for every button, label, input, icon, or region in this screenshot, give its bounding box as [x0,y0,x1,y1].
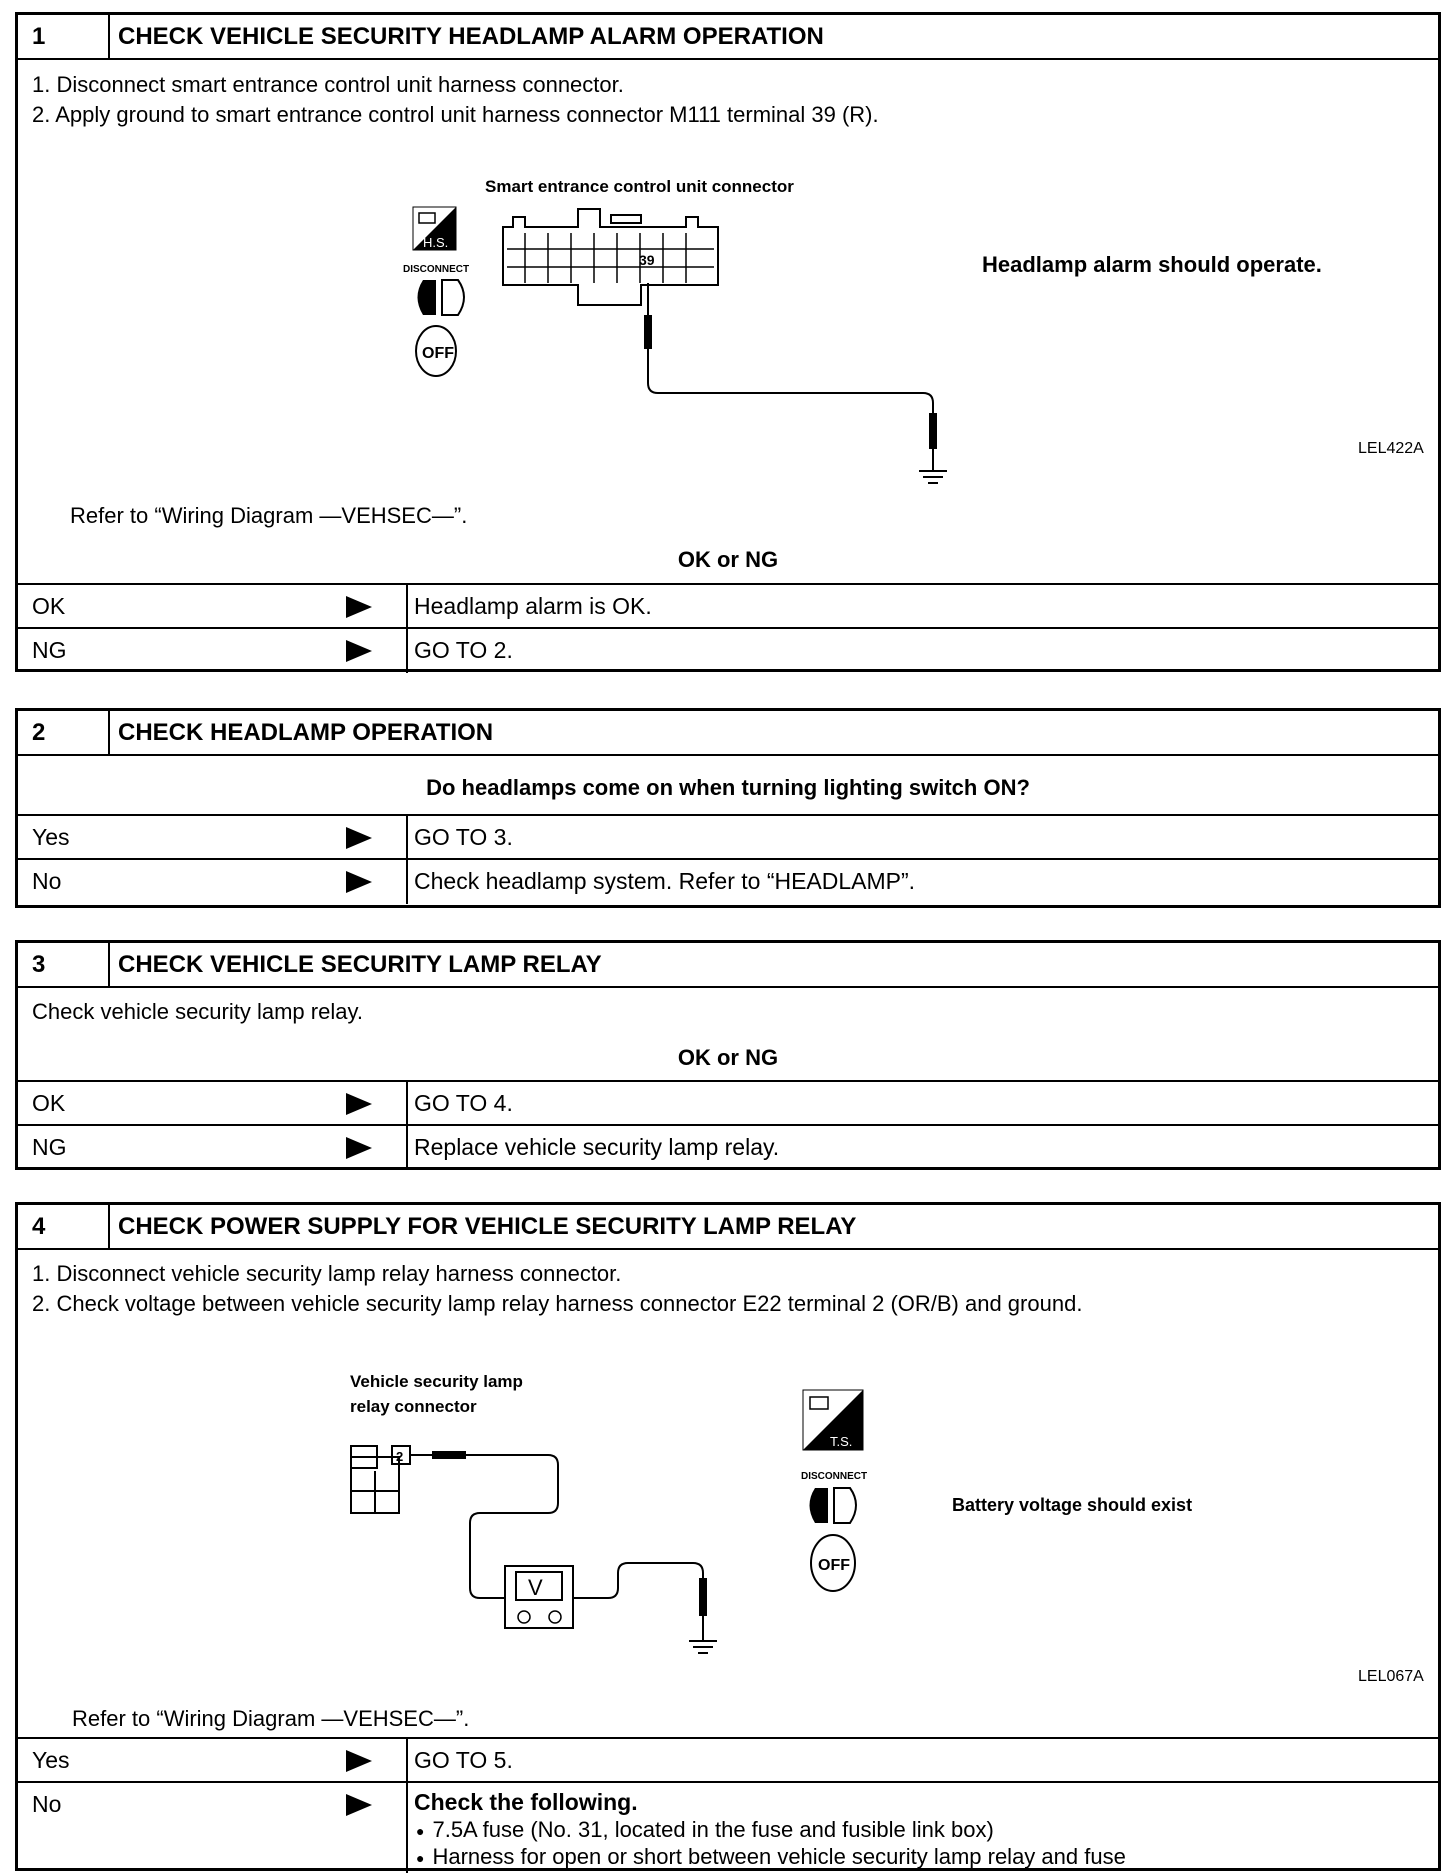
ts-icon [803,1390,863,1450]
svg-text:DISCONNECT: DISCONNECT [403,264,470,275]
result-label: Yes [32,1747,70,1773]
instruction: Check vehicle security lamp relay. [32,999,363,1024]
refer-text: Refer to “Wiring Diagram —VEHSEC—”. [70,503,468,528]
connector-label-line-2: relay connector [350,1397,477,1416]
arrow-right-icon [346,827,372,849]
arrow-right-icon [346,1794,372,1816]
result-row-ok [18,583,1438,629]
connector-label: Smart entrance control unit connector [485,177,794,196]
disconnect-icon [801,1471,867,1523]
step-header [18,943,1438,988]
check-item: ● 7.5A fuse (No. 31, located in the fuse and fusible link box) [416,1816,994,1845]
result-label: NG [32,637,67,663]
result-action: GO TO 3. [414,824,513,850]
result-row-ng [18,1124,1438,1170]
voltage-check-diagram [18,1373,1438,1703]
step-1-block [15,12,1441,672]
result-row-ng [18,627,1438,673]
result-label: OK [32,1090,66,1116]
check-item: ● Harness for open or short between vehicle security lamp relay and fuse [416,1843,1126,1872]
step-title: CHECK HEADLAMP OPERATION [118,719,494,746]
disconnect-icon [403,264,469,315]
arrow-right-icon [346,640,372,662]
step-header [18,1205,1438,1250]
question: OK or NG [677,1045,779,1070]
result-label: No [32,868,62,894]
terminal-2-label: 2 [396,1449,404,1464]
step-number: 3 [18,943,110,986]
result-action: Replace vehicle security lamp relay. [414,1134,780,1160]
result-action: GO TO 5. [414,1747,513,1773]
arrow-right-icon [346,1093,372,1115]
step-2-block [15,708,1441,908]
step-header [18,15,1438,60]
svg-text:T.S.: T.S. [830,1434,853,1449]
step-number: 4 [18,1205,110,1248]
step-title: CHECK VEHICLE SECURITY HEADLAMP ALARM OPERATION [118,23,824,50]
meter-v-label: V [528,1575,543,1600]
instruction-1: 1. Disconnect smart entrance control unit harness connector. [32,72,624,97]
svg-text:OFF: OFF [818,1557,850,1574]
arrow-right-icon [346,871,372,893]
expected-result: Battery voltage should exist [952,1495,1193,1515]
step-title: CHECK VEHICLE SECURITY LAMP RELAY [118,951,602,978]
result-label: NG [32,1134,67,1160]
connector-ground-diagram [18,155,1438,515]
arrow-right-icon [346,596,372,618]
step-number: 1 [18,15,110,58]
instruction-1: 1. Disconnect vehicle security lamp relay harness connector. [32,1261,622,1286]
svg-text:OFF: OFF [422,345,454,362]
arrow-right-icon [346,1137,372,1159]
step-number: 2 [18,711,110,754]
step-3-block [15,940,1441,1170]
result-row-yes [18,1737,1438,1783]
result-label: OK [32,593,66,619]
step-title: CHECK POWER SUPPLY FOR VEHICLE SECURITY LAMP RELAY [118,1213,857,1240]
terminal-39-label: 39 [639,252,655,268]
instruction-2: 2. Apply ground to smart entrance control unit harness connector M111 terminal 39 (R). [32,102,879,127]
result-action: Check the following. [414,1789,638,1815]
arrow-right-icon [346,1750,372,1772]
result-row-no [18,858,1438,904]
hs-icon [413,207,456,250]
instruction-2: 2. Check voltage between vehicle security lamp relay harness connector E22 terminal 2 (OR/B) and ground. [32,1291,1083,1316]
result-label: Yes [32,824,70,850]
result-action: Headlamp alarm is OK. [414,593,652,619]
result-action: GO TO 4. [414,1090,513,1116]
connector-label-line-1: Vehicle security lamp [350,1373,523,1391]
key-off-icon [416,326,456,376]
key-off-icon [811,1535,855,1591]
result-label: No [32,1791,62,1817]
figure-code: LEL067A [1358,1668,1424,1685]
result-row-ok [18,1080,1438,1126]
result-row-yes [18,814,1438,860]
result-action: Check headlamp system. Refer to “HEADLAMP”. [414,868,916,894]
svg-text:DISCONNECT: DISCONNECT [801,1471,868,1482]
figure-code: LEL422A [1358,440,1424,457]
question: OK or NG [677,547,779,572]
step-4-block [15,1202,1441,1871]
svg-text:H.S.: H.S. [423,235,449,250]
expected-result: Headlamp alarm should operate. [982,252,1322,277]
refer-text: Refer to “Wiring Diagram —VEHSEC—”. [72,1706,470,1731]
step-header [18,711,1438,756]
question: Do headlamps come on when turning lighting switch ON? [426,775,1030,800]
result-row-no [18,1781,1438,1873]
result-action: GO TO 2. [414,637,513,663]
